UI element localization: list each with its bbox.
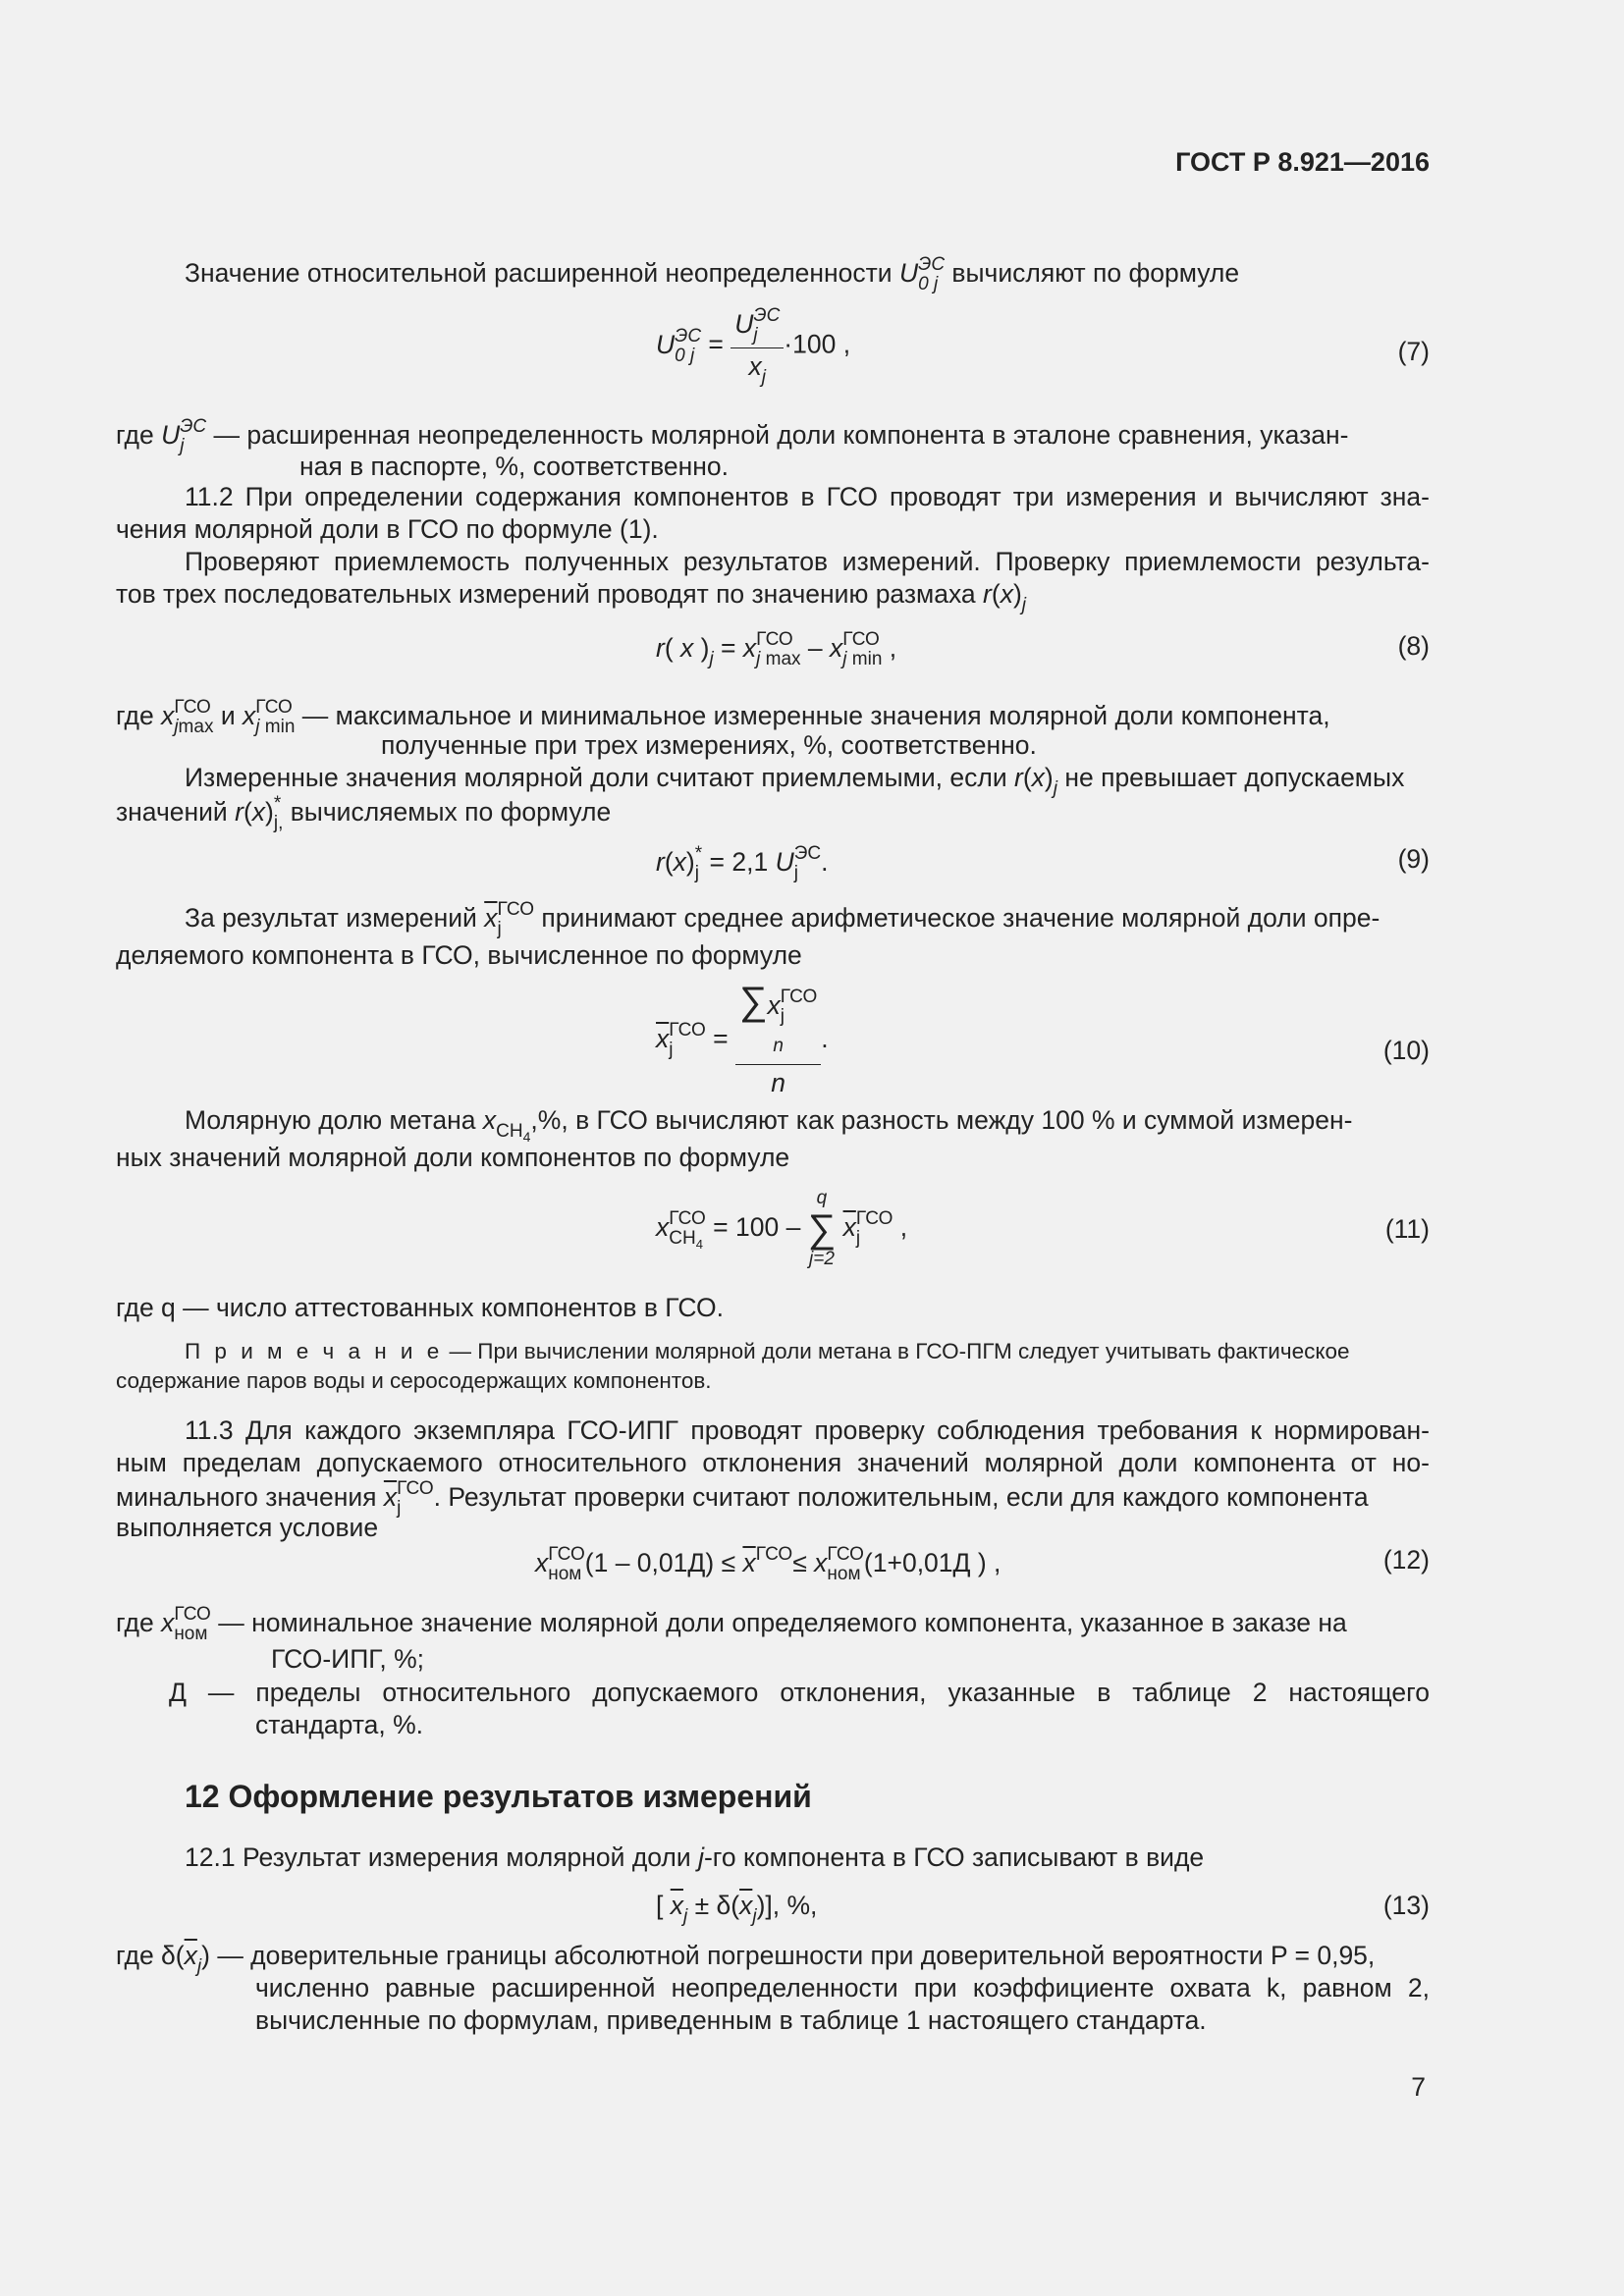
where-13-cont1: численно равные расширенной неопределенности при коэффициенте охвата k, равном 2,: [255, 1973, 1430, 2002]
where-7-cont: ная в паспорте, %, соответственно.: [299, 452, 730, 481]
formula-9-number: (9): [1397, 844, 1430, 874]
paragraph-11-2-l2: чения молярной доли в ГСО по формуле (1).: [116, 514, 659, 544]
paragraph-intro: Значение относительной расширенной неопределенности U ЭС 0 j вычисляют по формуле: [185, 254, 1240, 294]
paragraph-methane-l1: Молярную долю метана $x_{CH_4},\%$, в ГСО вычисляют как разность между 100 % и суммой измерен-: [185, 1105, 1353, 1145]
formula-7-number: (7): [1397, 337, 1430, 366]
page-number: 7: [1411, 2072, 1426, 2102]
paragraph-11-3-l3: минального значения $\overline{x}$ ГСО j . Результат проверки считают положительным, если для каждого компонента: [116, 1478, 1369, 1519]
paragraph-11-3-l2: ным пределам допускаемого относительного отклонения значений молярной доли компонента от но-: [116, 1448, 1430, 1477]
where-8: где x ГСО jmax и x ГСО j min — максимальное и минимальное измеренные значения молярной доли компонента,: [116, 697, 1330, 737]
formula-11-number: (11): [1384, 1214, 1430, 1244]
formula-7: U ЭС 0 j = U ЭС j $x_j$ ·100 ,: [656, 305, 851, 388]
formula-8: r( x )$_j = x$ ГСО j max – x ГСО j min ,: [656, 629, 897, 669]
formula-9: r(x) * j = 2,1 U ЭС j .: [656, 843, 829, 883]
formula-12: x ГСО ном $(1 - 0,01Д) \le \overline{x}^{ГСО}\le x$ ГСО ном (1+0,01Д ) ,: [535, 1544, 1001, 1584]
symbol-u0j: U ЭС 0 j: [899, 254, 946, 294]
where-11: где q — число аттестованных компонентов в ГСО.: [116, 1293, 724, 1322]
paragraph-11-3-l4: выполняется условие: [116, 1513, 379, 1542]
paragraph-check-l2: тов трех последовательных измерений проводят по значению размаха $r(x)_j$: [116, 579, 1027, 615]
paragraph-accept-l2: значений r(x) * j, вычисляемых по формуле: [116, 793, 612, 833]
where-12-d-cont: стандарта, %.: [255, 1710, 424, 1739]
formula-12-number: (12): [1382, 1545, 1430, 1575]
paragraph-12-1: 12.1 Результат измерения молярной доли j-го компонента в ГСО записывают в виде: [185, 1842, 1205, 1872]
note-l2: содержание паров воды и серосодержащих компонентов.: [116, 1368, 712, 1393]
where-12-cont: ГСО-ИПГ, %;: [271, 1644, 425, 1674]
paragraph-11-3-l1: 11.3 Для каждого экземпляра ГСО-ИПГ проводят проверку соблюдения требования к нормирован-: [185, 1415, 1430, 1445]
formula-13-number: (13): [1382, 1891, 1430, 1920]
document-id: ГОСТ Р 8.921—2016: [1175, 147, 1430, 177]
where-13-cont2: вычисленные по формулам, приведенным в таблице 1 настоящего стандарта.: [255, 2005, 1207, 2035]
paragraph-result-l1: За результат измерений $\overline{x}$ ГСО j принимают среднее арифметическое значение молярной доли опре-: [185, 899, 1380, 939]
where-12: где x ГСО ном — номинальное значение молярной доли определяемого компонента, указанное в заказе на: [116, 1604, 1347, 1644]
paragraph-11-2-l1: 11.2 При определении содержания компонентов в ГСО проводят три измерения и вычисляют зна-: [185, 482, 1430, 511]
formula-11: x ГСО $CH_4$ = 100 – q ∑ j=2 $\overline{x}$ ГСО j ,: [656, 1188, 908, 1269]
formula-13: [ $\overline{x}_j \pm \delta(\overline{x}_j)$], %,: [656, 1891, 818, 1927]
where-8-cont: полученные при трех измерениях, %, соответственно.: [381, 730, 1037, 760]
paragraph-result-l2: деляемого компонента в ГСО, вычисленное по формуле: [116, 940, 802, 970]
formula-10: $\overline{x}$ ГСО j = ∑x ГСО j n n .: [656, 980, 829, 1097]
formula-8-number: (8): [1397, 631, 1430, 661]
where-7: где U ЭС j — расширенная неопределенность молярной доли компонента в эталоне сравнения, указан-: [116, 416, 1349, 456]
formula-10-number: (10): [1382, 1036, 1430, 1065]
where-12-d: Д — пределы относительного допускаемого отклонения, указанные в таблице 2 настоящего: [169, 1678, 1430, 1707]
paragraph-accept-l1: Измеренные значения молярной доли считают приемлемыми, если $r(x)_j$ не превышает допускаемых: [185, 763, 1405, 799]
section-12-heading: 12 Оформление результатов измерений: [185, 1779, 812, 1814]
note-l1: П р и м е ч а н и е — При вычислении молярной доли метана в ГСО-ПГМ следует учитывать фактическое: [185, 1339, 1350, 1363]
where-13: где $\delta(\overline{x}_j)$ — доверительные границы абсолютной погрешности при доверительной вероятности P = 0,95,: [116, 1941, 1376, 1977]
paragraph-check-l1: Проверяют приемлемость полученных результатов измерений. Проверку приемлемости результа-: [185, 547, 1430, 576]
paragraph-methane-l2: ных значений молярной доли компонентов по формуле: [116, 1143, 790, 1172]
